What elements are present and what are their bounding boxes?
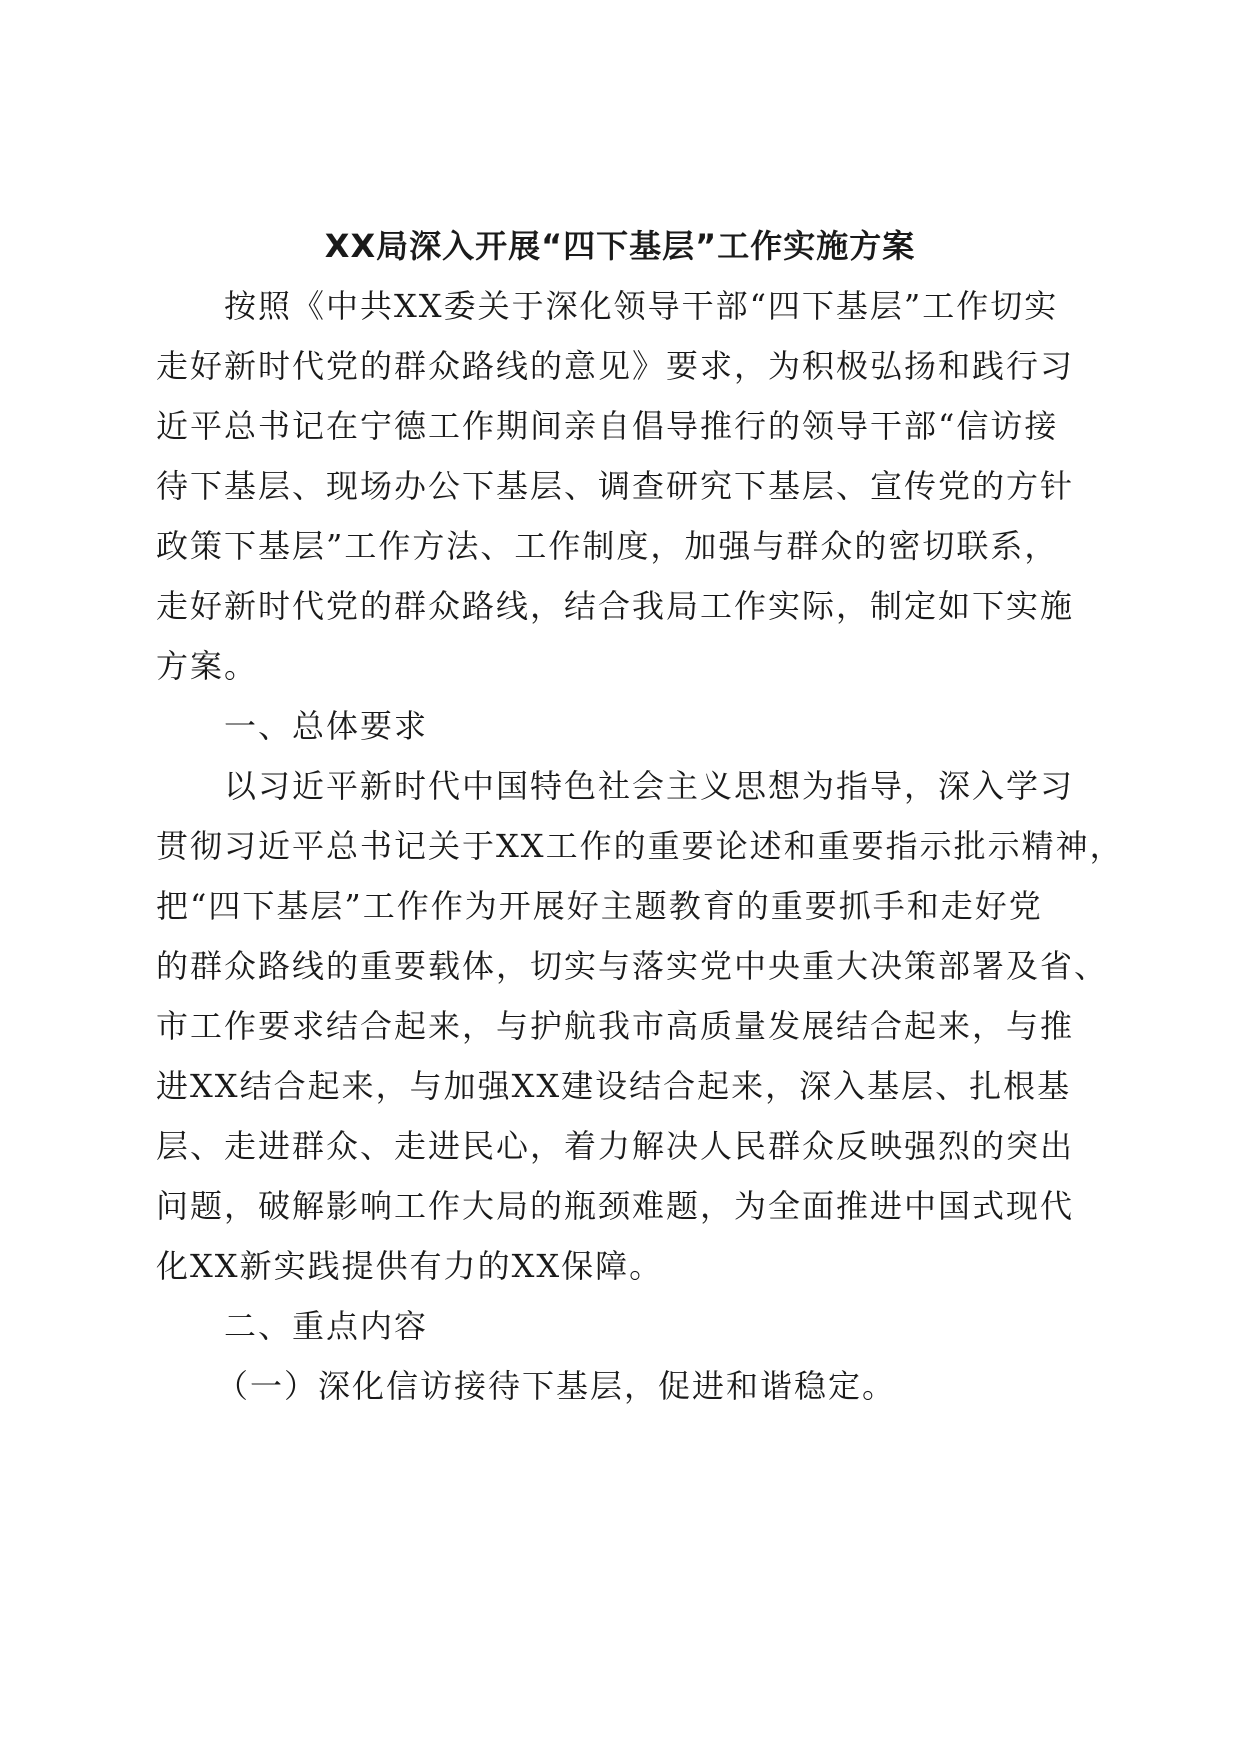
section1-line: 把“四下基层”工作作为开展好主题教育的重要抓手和走好党 [156, 887, 1043, 925]
intro-line: 待下基层、现场办公下基层、调查研究下基层、宣传党的方针 [156, 467, 1075, 505]
intro-line: 走好新时代党的群众路线，结合我局工作实际，制定如下实施 [156, 587, 1075, 625]
section-heading: 二、重点内容 [224, 1307, 429, 1345]
section-heading: 一、总体要求 [224, 707, 429, 745]
section1-line: 问题，破解影响工作大局的瓶颈难题，为全面推进中国式现代 [156, 1187, 1075, 1225]
section1-line: 层、走进群众、走进民心，着力解决人民群众反映强烈的突出 [156, 1127, 1075, 1165]
section1-line: 市工作要求结合起来，与护航我市高质量发展结合起来，与推 [156, 1007, 1075, 1045]
document-title: XX局深入开展“四下基层”工作实施方案 [324, 227, 916, 265]
intro-line: 近平总书记在宁德工作期间亲自倡导推行的领导干部“信访接 [156, 407, 1059, 445]
intro-line: 政策下基层”工作方法、工作制度，加强与群众的密切联系， [156, 527, 1059, 565]
section1-line: 化XX新实践提供有力的XX保障。 [156, 1247, 664, 1285]
section1-line: 以习近平新时代中国特色社会主义思想为指导，深入学习 [224, 767, 1075, 805]
section1-line: 的群众路线的重要载体，切实与落实党中央重大决策部署及省、 [156, 947, 1109, 985]
intro-line: 按照《中共XX委关于深化领导干部“四下基层”工作切实 [224, 287, 1059, 325]
intro-line: 方案。 [156, 647, 259, 685]
subsection-heading: （一）深化信访接待下基层，促进和谐稳定。 [216, 1367, 897, 1405]
section1-line: 贯彻习近平总书记关于XX工作的重要论述和重要指示批示精神， [156, 827, 1124, 865]
intro-line: 走好新时代党的群众路线的意见》要求，为积极弘扬和践行习 [156, 347, 1075, 385]
section1-line: 进XX结合起来，与加强XX建设结合起来，深入基层、扎根基 [156, 1067, 1072, 1105]
